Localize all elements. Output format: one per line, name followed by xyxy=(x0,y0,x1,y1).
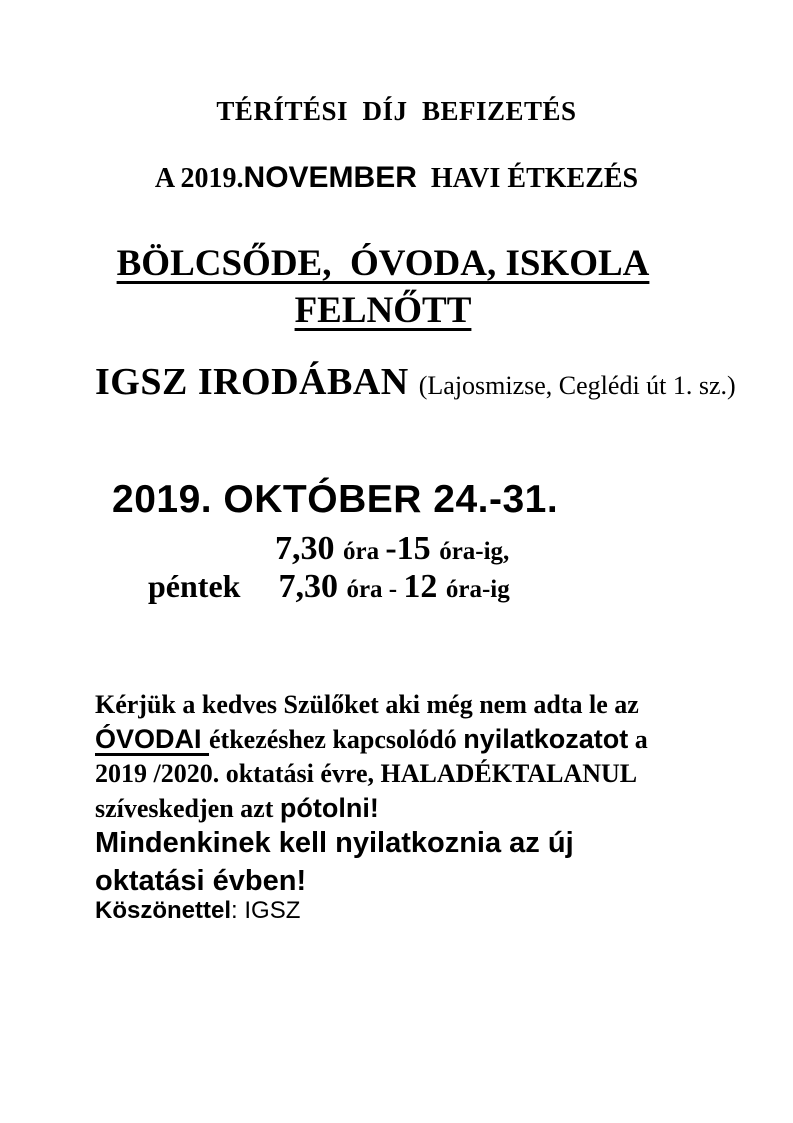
parents-notice xyxy=(95,688,740,826)
notice-line-2 xyxy=(95,722,740,757)
notice-line-4 xyxy=(95,791,740,826)
notice-line-2-middle: étkezéshez kapcsolódó xyxy=(209,725,464,754)
notice-line-2-end: a xyxy=(628,725,648,754)
audience-line-1 xyxy=(0,240,766,287)
subtitle-suffix: HAVI ÉTKEZÉS xyxy=(416,163,639,194)
audience-adult: FELNŐTT xyxy=(294,290,472,331)
weekday-hours-line xyxy=(275,530,509,568)
office-address: (Lajosmizse, Ceglédi út 1. sz.) xyxy=(418,371,736,400)
payment-date-range: 2019. OKTÓBER 24.-31. xyxy=(112,478,559,521)
closing-label: Köszönettel xyxy=(95,897,232,924)
weekday-close-time: -15 xyxy=(385,530,440,567)
page-title: TÉRÍTÉSI DÍJ BEFIZETÉS xyxy=(216,96,577,126)
friday-close-unit: óra-ig xyxy=(445,576,510,603)
location-line xyxy=(95,360,736,404)
weekday-close-unit: óra-ig, xyxy=(439,538,510,565)
notice-line-3: 2019 /2020. oktatási évre, HALADÉKTALANUL xyxy=(95,759,638,788)
notice-ovodai-highlight: ÓVODAI xyxy=(95,724,210,754)
audience-line-2 xyxy=(0,287,766,334)
notice-line-4-start: szíveskedjen azt xyxy=(95,794,280,823)
subtitle-prefix: A 2019. xyxy=(154,163,244,194)
audience-heading xyxy=(0,240,766,334)
subtitle-month: NOVEMBER xyxy=(243,161,417,194)
subtitle-line xyxy=(0,161,793,195)
notice-line-1: Kérjük a kedves Szülőket aki még nem adta le az xyxy=(95,690,639,719)
closing-line xyxy=(95,897,300,925)
friday-close-time: 12 xyxy=(403,568,446,605)
friday-hours-line xyxy=(148,568,510,606)
audience-groups: BÖLCSŐDE, ÓVODA, ISKOLA xyxy=(116,243,650,284)
friday-open-time: 7,30 xyxy=(278,568,347,605)
notice-potolni-emphasis: pótolni! xyxy=(279,793,379,823)
office-name: IGSZ IRODÁBAN xyxy=(95,361,419,403)
friday-open-unit: óra - xyxy=(346,576,404,603)
declaration-statement xyxy=(95,824,574,900)
friday-label: péntek xyxy=(148,568,241,604)
statement-line-2: oktatási évben! xyxy=(95,865,307,897)
weekday-open-time: 7,30 xyxy=(275,530,343,567)
closing-signature: : IGSZ xyxy=(231,897,301,924)
weekday-open-unit: óra xyxy=(343,538,386,565)
notice-declaration-emphasis: nyilatkozatot xyxy=(463,724,629,754)
statement-line-1: Mindenkinek kell nyilatkoznia az új xyxy=(95,827,574,859)
